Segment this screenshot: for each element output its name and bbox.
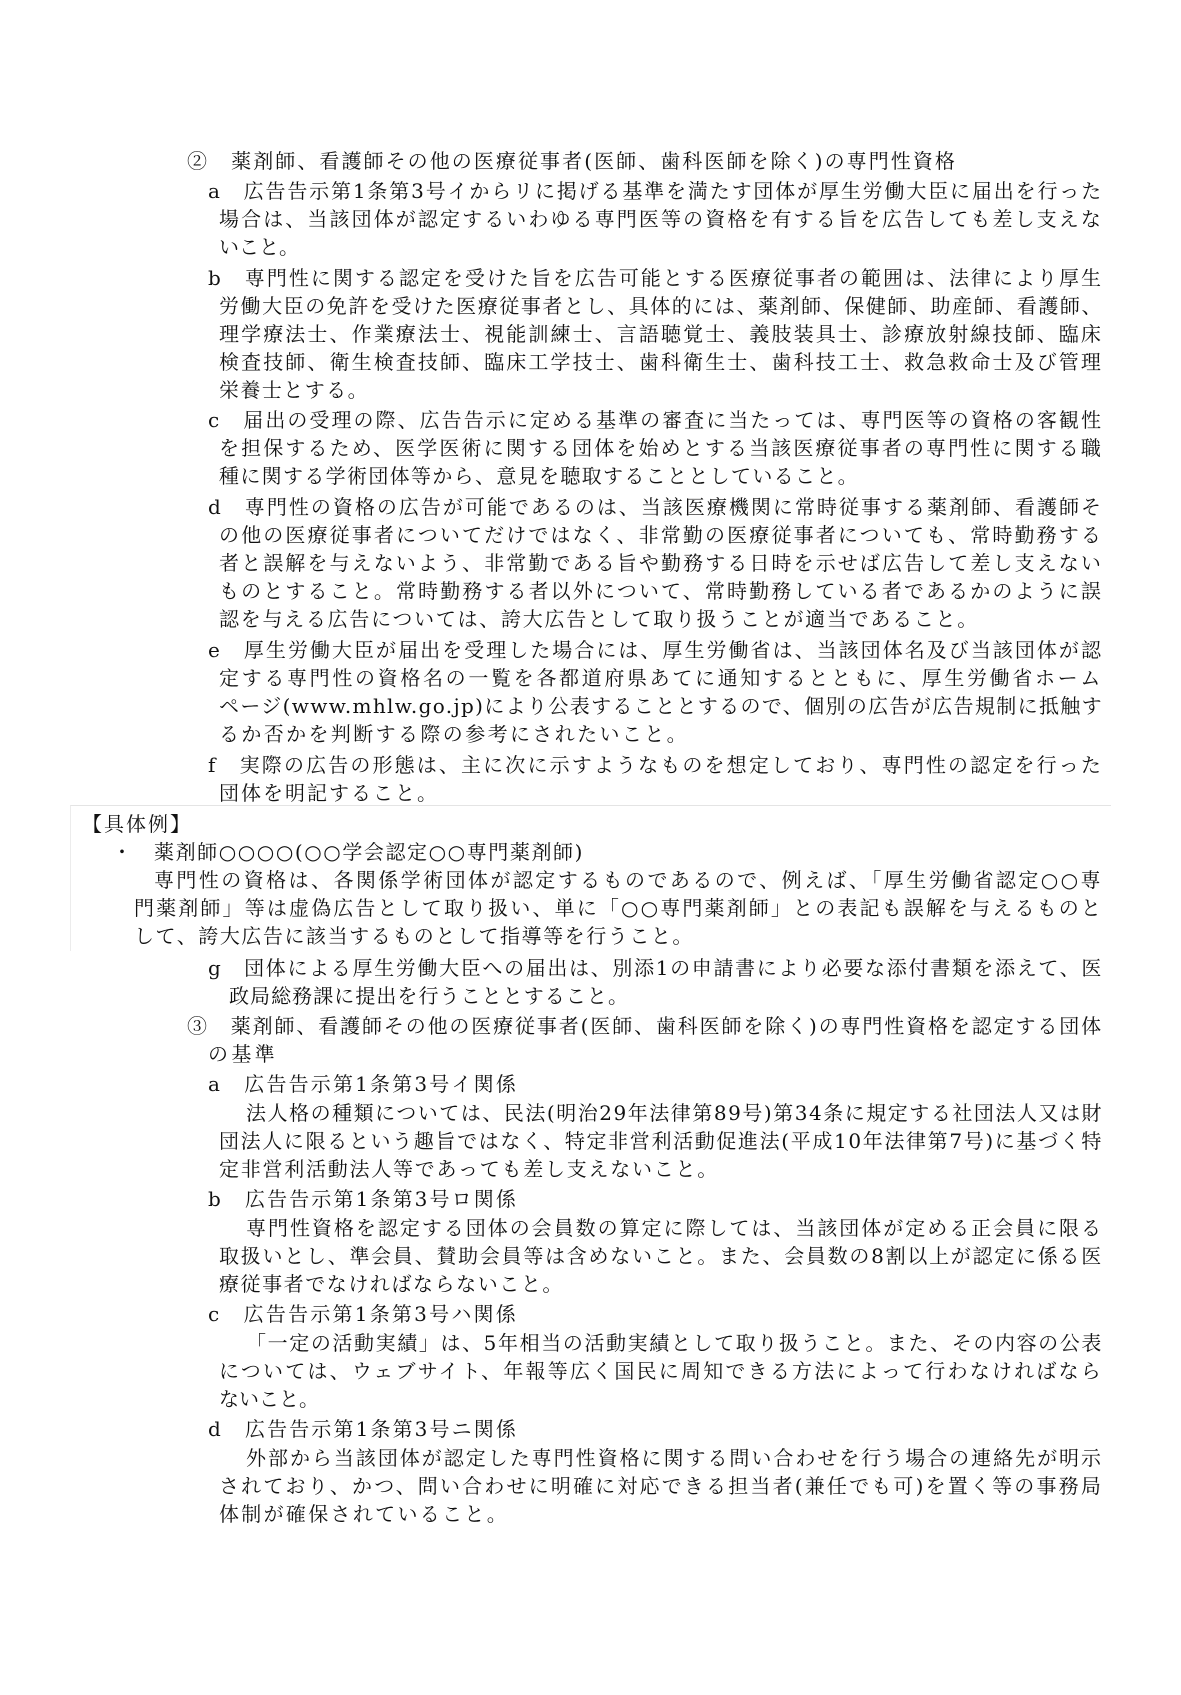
item-a-line: いこと。 bbox=[219, 235, 299, 259]
example-heading: 【具体例】 bbox=[82, 812, 192, 836]
item-b-line: 栄養士とする。 bbox=[219, 378, 369, 402]
section-2-heading: ② 薬剤師、看護師その他の医療従事者(医師、歯科医師を除く)の専門性資格 bbox=[187, 149, 957, 173]
item-a-line: 場合は、当該団体が認定するいわゆる専門医等の資格を有する旨を広告しても差し支えな bbox=[219, 207, 1103, 231]
criterion-a-line: 法人格の種類については、民法(明治29年法律第89号)第34条に規定する社団法人又は財 bbox=[246, 1101, 1103, 1125]
item-d-line: 者と誤解を与えないよう、非常勤である旨や勤務する日時を示せば広告して差し支えない bbox=[219, 551, 1103, 575]
item-g-line: 政局総務課に提出を行うこととすること。 bbox=[229, 984, 629, 1008]
criterion-b-line: 専門性資格を認定する団体の会員数の算定に際しては、当該団体が定める正会員に限る bbox=[246, 1216, 1103, 1240]
item-e-line: e 厚生労働大臣が届出を受理した場合には、厚生労働省は、当該団体名及び当該団体が認 bbox=[208, 638, 1103, 662]
criterion-a-line: 定非営利活動法人等であっても差し支えないこと。 bbox=[219, 1157, 719, 1181]
criterion-b-line: 療従事者でなければならないこと。 bbox=[219, 1272, 564, 1296]
criterion-d-line: 体制が確保されていること。 bbox=[219, 1502, 509, 1526]
criterion-d-line: されており、かつ、問い合わせに明確に対応できる担当者(兼任でも可)を置く等の事務局 bbox=[219, 1474, 1103, 1498]
item-d-line: ものとすること。常時勤務する者以外について、常時勤務している者であるかのように誤 bbox=[219, 579, 1103, 603]
item-c-line: を担保するため、医学医術に関する団体を始めとする当該医療従事者の専門性に関する職 bbox=[219, 436, 1103, 460]
criterion-c-line: 「一定の活動実績」は、5年相当の活動実績として取り扱うこと。また、その内容の公表 bbox=[246, 1331, 1103, 1355]
criterion-b-line: 取扱いとし、準会員、賛助会員等は含めないこと。また、会員数の8割以上が認定に係る医 bbox=[219, 1244, 1103, 1268]
item-d-line: 認を与える広告については、誇大広告として取り扱うことが適当であること。 bbox=[219, 607, 979, 631]
item-d-line: d 専門性の資格の広告が可能であるのは、当該医療機関に常時従事する薬剤師、看護師そ bbox=[208, 495, 1103, 519]
criterion-a-title: a 広告告示第1条第3号イ関係 bbox=[208, 1072, 518, 1096]
criterion-a-line: 団法人に限るという趣旨ではなく、特定非営利活動促進法(平成10年法律第7号)に基づく特 bbox=[219, 1129, 1103, 1153]
item-e-line: 定する専門性の資格名の一覧を各都道府県あてに通知するとともに、厚生労働省ホーム bbox=[219, 666, 1103, 690]
example-line: 専門性の資格は、各関係学術団体が認定するものであるので、例えば、「厚生労働省認定○○専 bbox=[154, 868, 1103, 892]
item-b-line: 理学療法士、作業療法士、視能訓練士、言語聴覚士、義肢装具士、診療放射線技師、臨床 bbox=[219, 322, 1103, 346]
example-line: して、誇大広告に該当するものとして指導等を行うこと。 bbox=[134, 924, 694, 948]
example-line: 門薬剤師」等は虚偽広告として取り扱い、単に「○○専門薬剤師」との表記も誤解を与えるものと bbox=[134, 896, 1103, 920]
criterion-c-line: ないこと。 bbox=[219, 1387, 319, 1411]
example-bullet-text: 薬剤師○○○○(○○学会認定○○専門薬剤師) bbox=[154, 840, 584, 864]
item-b-line: b 専門性に関する認定を受けた旨を広告可能とする医療従事者の範囲は、法律により厚生 bbox=[208, 266, 1103, 290]
item-b-line: 労働大臣の免許を受けた医療従事者とし、具体的には、薬剤師、保健師、助産師、看護師、 bbox=[219, 294, 1103, 318]
criterion-d-line: 外部から当該団体が認定した専門性資格に関する問い合わせを行う場合の連絡先が明示 bbox=[246, 1446, 1103, 1470]
item-f-line: f 実際の広告の形態は、主に次に示すようなものを想定しており、専門性の認定を行った bbox=[208, 753, 1103, 777]
item-b-line: 検査技師、衛生検査技師、臨床工学技士、歯科衛生士、歯科技工士、救急救命士及び管理 bbox=[219, 350, 1103, 374]
item-e-line: るか否かを判断する際の参考にされたいこと。 bbox=[219, 722, 689, 746]
section-3-heading: ③ 薬剤師、看護師その他の医療従事者(医師、歯科医師を除く)の専門性資格を認定する団体 bbox=[187, 1014, 1103, 1038]
item-c-line: c 届出の受理の際、広告告示に定める基準の審査に当たっては、専門医等の資格の客観性 bbox=[208, 408, 1103, 432]
bullet: ・ bbox=[112, 840, 132, 864]
section-3-heading: の基準 bbox=[208, 1042, 278, 1066]
criterion-c-title: c 広告告示第1条第3号ハ関係 bbox=[208, 1302, 518, 1326]
item-a-line: a 広告告示第1条第3号イからリに掲げる基準を満たす団体が厚生労働大臣に届出を行った bbox=[208, 179, 1103, 203]
criterion-b-title: b 広告告示第1条第3号ロ関係 bbox=[208, 1187, 518, 1211]
item-f-line: 団体を明記すること。 bbox=[219, 781, 439, 805]
item-c-line: 種に関する学術団体等から、意見を聴取することとしていること。 bbox=[219, 464, 859, 488]
item-e-line: ページ(www.mhlw.go.jp)により公表することとするので、個別の広告が広告規制に抵触す bbox=[219, 694, 1103, 718]
item-g-line: g 団体による厚生労働大臣への届出は、別添1の申請書により必要な添付書類を添えて、医 bbox=[208, 956, 1103, 980]
criterion-c-line: については、ウェブサイト、年報等広く国民に周知できる方法によって行わなければなら bbox=[219, 1359, 1103, 1383]
item-d-line: の他の医療従事者についてだけではなく、非常勤の医療従事者についても、常時勤務する bbox=[219, 523, 1103, 547]
criterion-d-title: d 広告告示第1条第3号ニ関係 bbox=[208, 1417, 518, 1441]
